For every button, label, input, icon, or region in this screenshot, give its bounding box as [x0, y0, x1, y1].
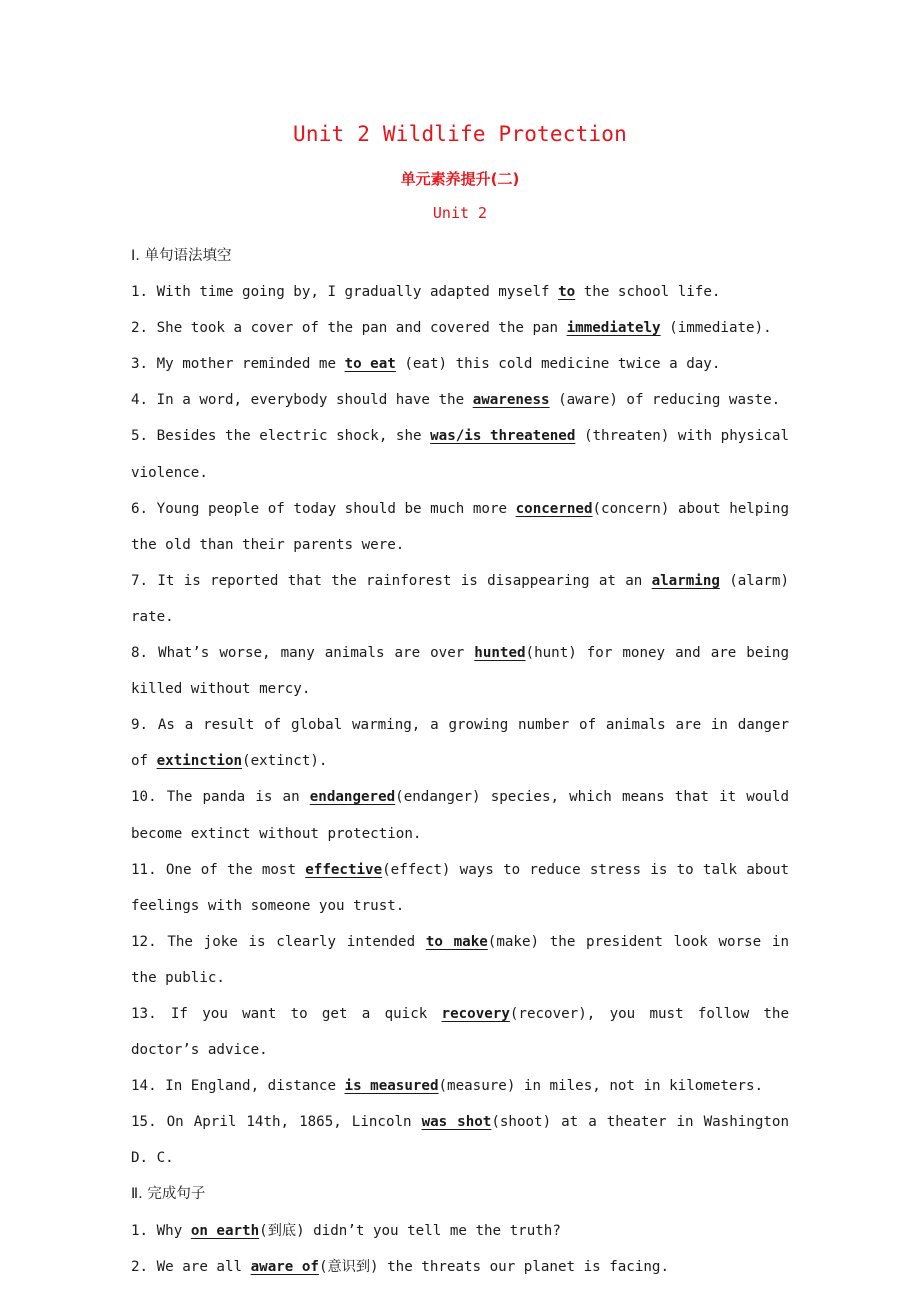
item-number: 10. [131, 789, 157, 806]
item-text-before: It is reported that the rainforest is disappearing at an [157, 572, 652, 589]
exercise-content [131, 238, 789, 1285]
grammar-exercise-list [131, 274, 789, 1176]
item-number: 6. [131, 500, 149, 517]
item-text-before: As a result of global warming, a growing number of animals are in danger of [131, 717, 790, 770]
document-subtitle: 单元素养提升(二) [400, 170, 520, 188]
item-text-after: (意识到) the threats our planet is facing. [318, 1258, 670, 1275]
item-answer: endangered [309, 789, 396, 806]
exercise-item [131, 310, 789, 346]
exercise-item [131, 563, 789, 635]
unit-label: Unit 2 [432, 204, 488, 222]
item-answer: extinction [156, 753, 243, 770]
item-text-after: (eat) this cold medicine twice a day. [395, 356, 721, 373]
item-text-before: We are all [156, 1258, 251, 1275]
item-answer: hunted [474, 645, 526, 662]
exercise-item [131, 1213, 789, 1249]
item-number: 14. [131, 1078, 157, 1095]
item-text-before: She took a cover of the pan and covered the pan [156, 320, 567, 337]
item-answer: is measured [344, 1078, 439, 1095]
sentence-exercise-list [131, 1213, 789, 1285]
document-title: Unit 2 Wildlife Protection [293, 122, 627, 146]
item-text-before: Why [156, 1222, 191, 1239]
item-text-after: the school life. [575, 284, 721, 301]
item-answer: effective [305, 861, 383, 878]
item-text-after: (hunt) for money and are being killed without mercy. [131, 645, 790, 698]
item-number: 2. [131, 320, 149, 337]
item-text-after: (alarm) rate. [131, 572, 789, 625]
item-text-before: Besides the electric shock, she [156, 428, 431, 445]
item-text-after: (recover), you must follow the doctor’s advice. [131, 1005, 790, 1059]
item-text-before: If you want to get a quick [170, 1005, 442, 1022]
item-text-after: (aware) of reducing waste. [549, 392, 781, 409]
exercise-item [131, 491, 789, 563]
item-answer: concerned [515, 500, 593, 517]
item-number: 1. [131, 284, 149, 301]
item-answer: recovery [441, 1005, 510, 1022]
item-text-before: Young people of today should be much more [156, 500, 516, 517]
item-text-after: (shoot) at a theater in Washington D. C. [131, 1114, 789, 1167]
item-text-before: My mother reminded me [156, 356, 345, 373]
item-number: 9. [131, 717, 149, 734]
exercise-item [131, 996, 789, 1068]
item-answer: on earth [190, 1222, 260, 1239]
item-text-before: In England, distance [165, 1078, 345, 1095]
item-answer: to eat [344, 356, 396, 373]
item-number: 2. [131, 1258, 149, 1275]
item-number: 7. [131, 572, 149, 589]
item-text-after: (immediate). [660, 320, 772, 337]
item-text-before: In a word, everybody should have the [156, 392, 473, 409]
exercise-item [131, 924, 789, 996]
item-answer: was shot [421, 1114, 492, 1131]
item-number: 12. [131, 933, 157, 950]
item-answer: to make [425, 933, 488, 950]
item-answer: alarming [651, 572, 720, 589]
exercise-item [131, 635, 789, 707]
exercise-item [131, 418, 789, 490]
item-answer: to [558, 284, 576, 301]
item-answer: immediately [566, 320, 661, 337]
exercise-item [131, 274, 789, 310]
item-text-after: (make) the president look worse in the public. [131, 933, 789, 986]
exercise-item [131, 1249, 789, 1285]
section-heading-sentences: Ⅱ. 完成句子 [131, 1186, 206, 1203]
item-answer: awareness [472, 392, 550, 409]
section-heading-grammar: Ⅰ. 单句语法填空 [131, 248, 232, 264]
exercise-item [131, 1104, 789, 1176]
item-number: 15. [131, 1114, 157, 1131]
exercise-item [131, 779, 789, 851]
exercise-item [131, 1068, 789, 1104]
item-text-after: (到底) didn’t you tell me the truth? [259, 1222, 561, 1239]
item-text-before: The joke is clearly intended [167, 933, 426, 950]
item-text-before: What’s worse, many animals are over [158, 645, 475, 662]
item-text-after: (effect) ways to reduce stress is to talk about feelings with someone you trust. [131, 861, 790, 914]
item-text-before: With time going by, I gradually adapted myself [156, 284, 559, 301]
exercise-item [131, 346, 789, 382]
item-text-after: (measure) in miles, not in kilometers. [438, 1078, 764, 1095]
item-text-before: On April 14th, 1865, Lincoln [166, 1114, 422, 1131]
item-answer: was/is threatened [430, 428, 576, 445]
exercise-item [131, 382, 789, 418]
exercise-item [131, 852, 789, 924]
item-text-before: The panda is an [166, 789, 310, 806]
item-answer: aware of [250, 1258, 319, 1275]
item-number: 13. [131, 1005, 157, 1022]
item-number: 3. [131, 356, 149, 373]
item-number: 1. [131, 1222, 149, 1239]
exercise-item [131, 707, 789, 779]
item-text-after: (extinct). [242, 753, 328, 770]
item-number: 11. [131, 861, 157, 878]
item-text-after: (concern) about helping the old than their parents were. [131, 500, 790, 553]
item-number: 5. [131, 428, 149, 445]
item-text-before: One of the most [165, 861, 306, 878]
item-number: 8. [131, 645, 149, 662]
item-text-after: (endanger) species, which means that it would become extinct without protection. [131, 789, 789, 842]
item-text-after: (threaten) with physical violence. [131, 428, 789, 481]
item-number: 4. [131, 392, 149, 409]
